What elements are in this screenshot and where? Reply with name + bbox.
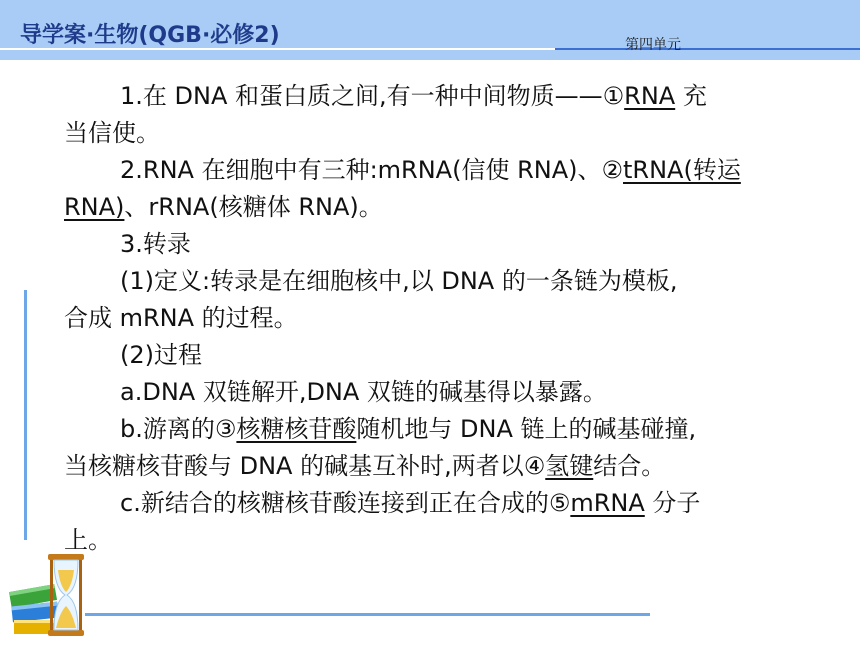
answer-3: 核糖核苷酸 — [236, 415, 357, 443]
definition-line-2: 合成 mRNA 的过程。 — [64, 304, 298, 332]
process-step-b-line-1 — [64, 411, 804, 448]
hourglass-books-icon — [8, 548, 88, 640]
bottom-accent-line — [85, 613, 650, 616]
item-1-line-2: 当信使。 — [64, 119, 160, 147]
step-b-text: b.游离的③ — [120, 415, 237, 443]
item-1-line-1 — [64, 78, 804, 115]
page-title: 导学案·生物(QGB·必修2) — [20, 23, 280, 48]
item-2-suffix: 、rRNA(核糖体 RNA)。 — [124, 193, 383, 221]
answer-2-part-1: tRNA(转运 — [623, 156, 741, 184]
header-accent-line — [555, 48, 860, 50]
lesson-content — [64, 78, 804, 559]
left-accent-line — [24, 290, 27, 540]
item-2-line-1 — [64, 152, 804, 189]
definition-line-1: (1)定义:转录是在细胞核中,以 DNA 的一条链为模板, — [120, 267, 678, 295]
answer-2-part-2: RNA) — [64, 193, 125, 221]
process-step-a: a.DNA 双链解开,DNA 双链的碱基得以暴露。 — [120, 378, 607, 406]
process-heading: (2)过程 — [120, 341, 202, 369]
item-3-heading: 3.转录 — [120, 230, 191, 258]
step-c-suffix: 分子 — [644, 489, 701, 517]
process-step-b-line-2 — [64, 448, 804, 485]
process-step-c-line-2: 上。 — [64, 526, 112, 554]
item-2-line-2 — [64, 189, 804, 226]
item-1-suffix: 充 — [675, 82, 707, 110]
answer-5: mRNA — [570, 489, 645, 517]
answer-4: 氢键 — [545, 452, 594, 480]
process-step-c-line-1 — [64, 485, 804, 522]
item-1-text: 1.在 DNA 和蛋白质之间,有一种中间物质——① — [120, 82, 625, 110]
step-c-text: c.新结合的核糖核苷酸连接到正在合成的⑤ — [120, 489, 571, 517]
item-2-text: 2.RNA 在细胞中有三种:mRNA(信使 RNA)、② — [120, 156, 624, 184]
step-b-line-2-text: 当核糖核苷酸与 DNA 的碱基互补时,两者以④ — [64, 452, 546, 480]
step-b-line-2-suffix: 结合。 — [593, 452, 666, 480]
step-b-suffix: 随机地与 DNA 链上的碱基碰撞, — [356, 415, 697, 443]
header-divider — [0, 48, 555, 50]
unit-label: 第四单元 — [625, 37, 681, 53]
answer-1: RNA — [624, 82, 676, 110]
